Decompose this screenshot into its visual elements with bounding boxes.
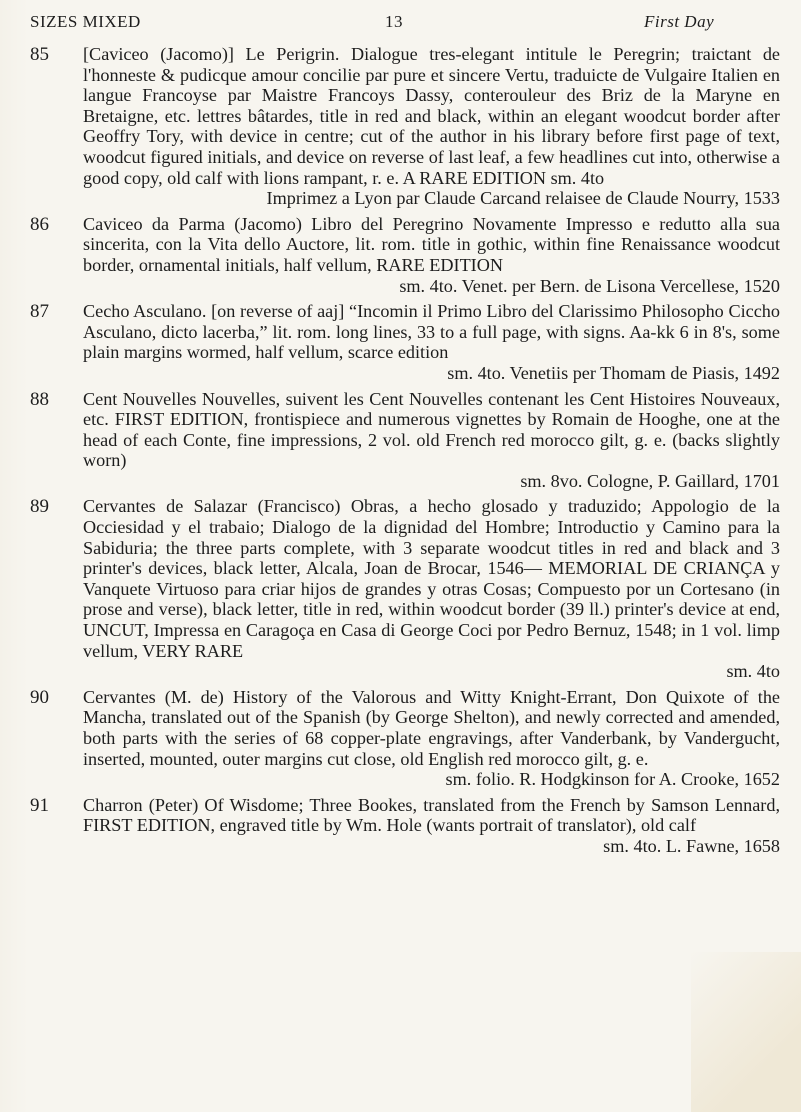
lot-imprint: sm. folio. R. Hodgkinson for A. Crooke, 1652 (445, 769, 780, 790)
lot-imprint: sm. 4to. L. Fawne, 1658 (603, 835, 780, 856)
page-edge (0, 0, 28, 1112)
lot-imprint: sm. 8vo. Cologne, P. Gaillard, 1701 (520, 470, 780, 491)
lot-entry (30, 389, 780, 492)
lot-number: 90 (30, 686, 49, 708)
lot-imprint: Imprimez a Lyon par Claude Carcand relaisee de Claude Nourry, 1533 (266, 188, 780, 209)
header-right: First Day (644, 12, 715, 31)
lot-description: Cervantes de Salazar (Francisco) Obras, a hecho glosado y traduzido; Appologio de la Occiesidad y el trabaio; Dialogo de la dignidad del Hombre; Introductio y Camino para la Sabiduria; the three parts complete, with 3 separate woodcut titles in red and black and 3 printer's devices, black letter, Alcala, Joan de Brocar, 1546— MEMORIAL DE CRIANÇA y Vanquete Virtuoso para criar hijos de grandes y otras Cosas; Compuesto por un Cortesano (in prose and verse), black letter, title in red, within woodcut border (39 ll.) printer's device at end, UNCUT, Impressa en Caragoça en Casa di George Coci por Pedro Bernuz, 1548; in 1 vol. limp vellum, VERY RARE (83, 496, 780, 661)
lot-entry (30, 496, 780, 681)
lot-imprint: sm. 4to. Venetiis per Thomam de Piasis, 1492 (447, 362, 780, 383)
lot-description: Cecho Asculano. [on reverse of aaj] “Incomin il Primo Libro del Clarissimo Philosopho Ciccho Asculano, dicto lacerba,” lit. rom. long lines, 33 to a full page, with signs. Aa-kk 6 in 8's, some plain margins wormed, half vellum, scarce edition (83, 301, 780, 363)
lot-description: [Caviceo (Jacomo)] Le Perigrin. Dialogue tres-elegant intitule le Peregrin; traictant de l'honneste & pudicque amour concilie par pure et sincere Vertu, traduicte de Vulgaire Italien en langue Francoyse par Maistre Francoys Dassy, conterouleur des Briz de la Maryne en Bretaigne, etc. lettres bâtardes, title in red and black, within an elegant woodcut border after Geoffry Tory, with device in centre; cut of the author in his library before first page of text, woodcut figured initials, and device on reverse of last leaf, a few headlines cut into, otherwise a good copy, old calf with lions rampant, r. e. A RARE EDITION sm. 4to (83, 44, 780, 188)
lot-entry (30, 795, 780, 857)
lot-number: 88 (30, 388, 49, 410)
page-number: 13 (385, 12, 403, 31)
lot-entry (30, 687, 780, 790)
lot-number: 91 (30, 794, 49, 816)
lot-description: Cent Nouvelles Nouvelles, suivent les Cent Nouvelles contenant les Cent Histoires Nouveaux, etc. FIRST EDITION, frontispiece and numerous vignettes by Romain de Hooghe, one at the head of each Conte, fine impressions, 2 vol. old French red morocco gilt, g. e. (backs slightly worn) (83, 388, 780, 471)
lot-entry (30, 214, 780, 296)
lot-imprint: sm. 4to. Venet. per Bern. de Lisona Vercellese, 1520 (399, 275, 780, 296)
lot-number: 89 (30, 496, 49, 518)
lot-description: Charron (Peter) Of Wisdome; Three Bookes, translated from the French by Samson Lennard, FIRST EDITION, engraved title by Wm. Hole (wants portrait of translator), old calf (83, 794, 780, 836)
lot-description: Cervantes (M. de) History of the Valorous and Witty Knight-Errant, Don Quixote of the Mancha, translated out of the Spanish (by George Shelton), and newly corrected and amended, both parts with the series of 68 copper-plate engravings, after Vanderbank, by Vandergucht, inserted, mounted, outer margins cut close, old English red morocco gilt, g. e. (83, 686, 780, 769)
page-corner-shadow (691, 952, 801, 1112)
lot-number: 87 (30, 301, 49, 323)
header-left: SIZES MIXED (30, 12, 141, 31)
lot-entry (30, 44, 780, 209)
lot-number: 85 (30, 44, 49, 65)
running-header (30, 8, 780, 38)
lot-imprint: sm. 4to (726, 661, 780, 682)
lot-description: Caviceo da Parma (Jacomo) Libro del Peregrino Novamente Impresso e redutto alla sua sincerita, con la Vita dello Auctore, lit. rom. title in gothic, within fine Renaissance woodcut border, ornamental initials, half vellum, RARE EDITION (83, 213, 780, 275)
lot-list (30, 44, 780, 862)
lot-number: 86 (30, 213, 49, 235)
lot-entry (30, 301, 780, 383)
